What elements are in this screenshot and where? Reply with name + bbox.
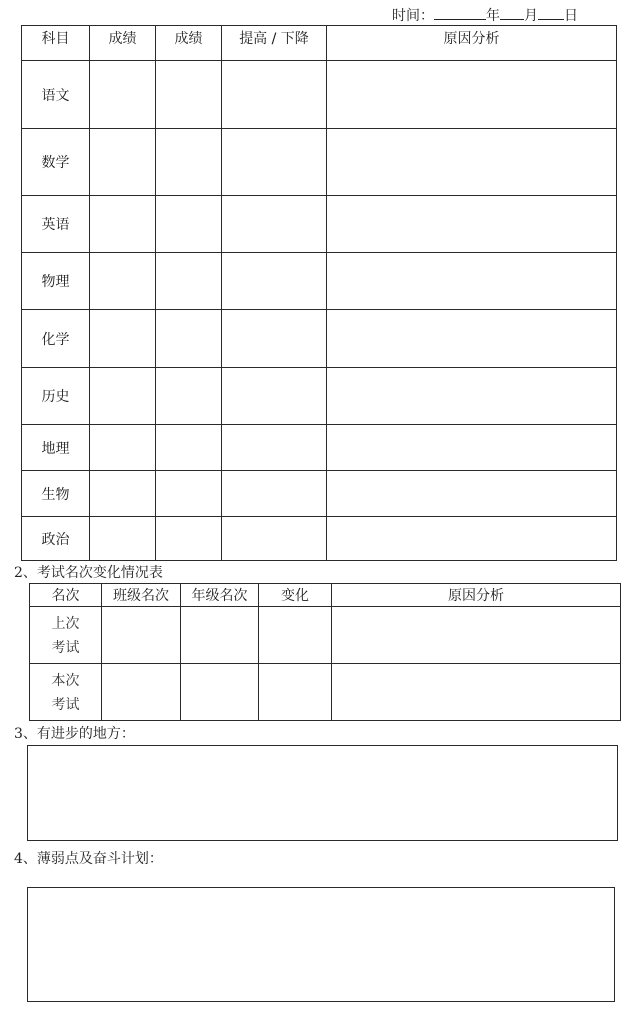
score-2-cell[interactable]	[156, 196, 222, 253]
score-2-cell[interactable]	[156, 368, 222, 425]
progress-section-title: 3、有进步的地方：	[14, 726, 135, 742]
change-cell[interactable]	[222, 471, 327, 517]
score-2-cell[interactable]	[156, 61, 222, 129]
table-row	[22, 425, 617, 471]
table-row	[22, 129, 617, 196]
rank-reason-cell[interactable]	[332, 664, 621, 721]
table-row	[30, 664, 621, 721]
change-cell[interactable]	[222, 368, 327, 425]
header-score-2: 成绩	[156, 26, 222, 61]
class-rank-cell[interactable]	[102, 607, 181, 664]
subject-cell: 历史	[22, 368, 90, 425]
score-1-cell[interactable]	[90, 471, 156, 517]
table-row	[22, 196, 617, 253]
rank-change-cell[interactable]	[259, 607, 332, 664]
grade-rank-cell[interactable]	[181, 607, 259, 664]
subject-cell: 语文	[22, 61, 90, 129]
reason-cell[interactable]	[327, 471, 617, 517]
subject-cell: 化学	[22, 310, 90, 368]
plan-box[interactable]	[27, 887, 615, 1002]
subject-cell: 政治	[22, 517, 90, 561]
rank-change-cell[interactable]	[259, 664, 332, 721]
reason-cell[interactable]	[327, 196, 617, 253]
month-label: 月	[524, 8, 538, 24]
change-cell[interactable]	[222, 310, 327, 368]
reason-cell[interactable]	[327, 517, 617, 561]
year-blank[interactable]	[434, 5, 486, 20]
score-1-cell[interactable]	[90, 253, 156, 310]
exam-label-cell	[30, 664, 102, 721]
header-grade-rank: 年级名次	[181, 584, 259, 607]
table-row	[22, 61, 617, 129]
reason-cell[interactable]	[327, 61, 617, 129]
rank-table-header	[30, 584, 621, 607]
score-1-cell[interactable]	[90, 129, 156, 196]
score-1-cell[interactable]	[90, 196, 156, 253]
subject-cell: 数学	[22, 129, 90, 196]
score-1-cell[interactable]	[90, 425, 156, 471]
header-rank-change: 变化	[259, 584, 332, 607]
score-1-cell[interactable]	[90, 310, 156, 368]
exam-label-line2: 考试	[51, 697, 80, 713]
header-subject: 科目	[22, 26, 90, 61]
subject-cell: 生物	[22, 471, 90, 517]
score-1-cell[interactable]	[90, 61, 156, 129]
header-class-rank: 班级名次	[102, 584, 181, 607]
day-label: 日	[564, 8, 578, 24]
exam-label-line1: 本次	[51, 673, 80, 689]
table-row	[22, 368, 617, 425]
score-2-cell[interactable]	[156, 310, 222, 368]
change-cell[interactable]	[222, 517, 327, 561]
date-line	[392, 5, 578, 25]
header-rank-reason: 原因分析	[332, 584, 621, 607]
score-2-cell[interactable]	[156, 129, 222, 196]
subject-cell: 物理	[22, 253, 90, 310]
change-cell[interactable]	[222, 425, 327, 471]
header-score-1: 成绩	[90, 26, 156, 61]
grade-rank-cell[interactable]	[181, 664, 259, 721]
exam-label-line2: 考试	[51, 640, 80, 656]
table-row	[22, 310, 617, 368]
reason-cell[interactable]	[327, 253, 617, 310]
table-row	[22, 517, 617, 561]
score-table-header	[22, 26, 617, 61]
score-table	[21, 25, 617, 561]
score-1-cell[interactable]	[90, 368, 156, 425]
subject-cell: 英语	[22, 196, 90, 253]
score-2-cell[interactable]	[156, 425, 222, 471]
score-1-cell[interactable]	[90, 517, 156, 561]
score-2-cell[interactable]	[156, 253, 222, 310]
year-label: 年	[486, 8, 500, 24]
header-rank: 名次	[30, 584, 102, 607]
reason-cell[interactable]	[327, 425, 617, 471]
rank-table	[29, 583, 621, 721]
header-reason: 原因分析	[327, 26, 617, 61]
table-row	[30, 607, 621, 664]
score-2-cell[interactable]	[156, 471, 222, 517]
class-rank-cell[interactable]	[102, 664, 181, 721]
change-cell[interactable]	[222, 129, 327, 196]
change-cell[interactable]	[222, 61, 327, 129]
plan-section-title: 4、薄弱点及奋斗计划：	[14, 851, 163, 867]
day-blank[interactable]	[538, 5, 564, 20]
table-row	[22, 471, 617, 517]
exam-label-cell	[30, 607, 102, 664]
subject-cell: 地理	[22, 425, 90, 471]
reason-cell[interactable]	[327, 129, 617, 196]
change-cell[interactable]	[222, 253, 327, 310]
header-change: 提高 / 下降	[222, 26, 327, 61]
exam-label-line1: 上次	[51, 616, 80, 632]
change-cell[interactable]	[222, 196, 327, 253]
rank-section-title: 2、考试名次变化情况表	[14, 565, 163, 581]
table-row	[22, 253, 617, 310]
progress-box[interactable]	[27, 745, 618, 841]
date-label: 时间：	[392, 8, 434, 24]
reason-cell[interactable]	[327, 368, 617, 425]
score-2-cell[interactable]	[156, 517, 222, 561]
month-blank[interactable]	[500, 5, 524, 20]
rank-reason-cell[interactable]	[332, 607, 621, 664]
reason-cell[interactable]	[327, 310, 617, 368]
